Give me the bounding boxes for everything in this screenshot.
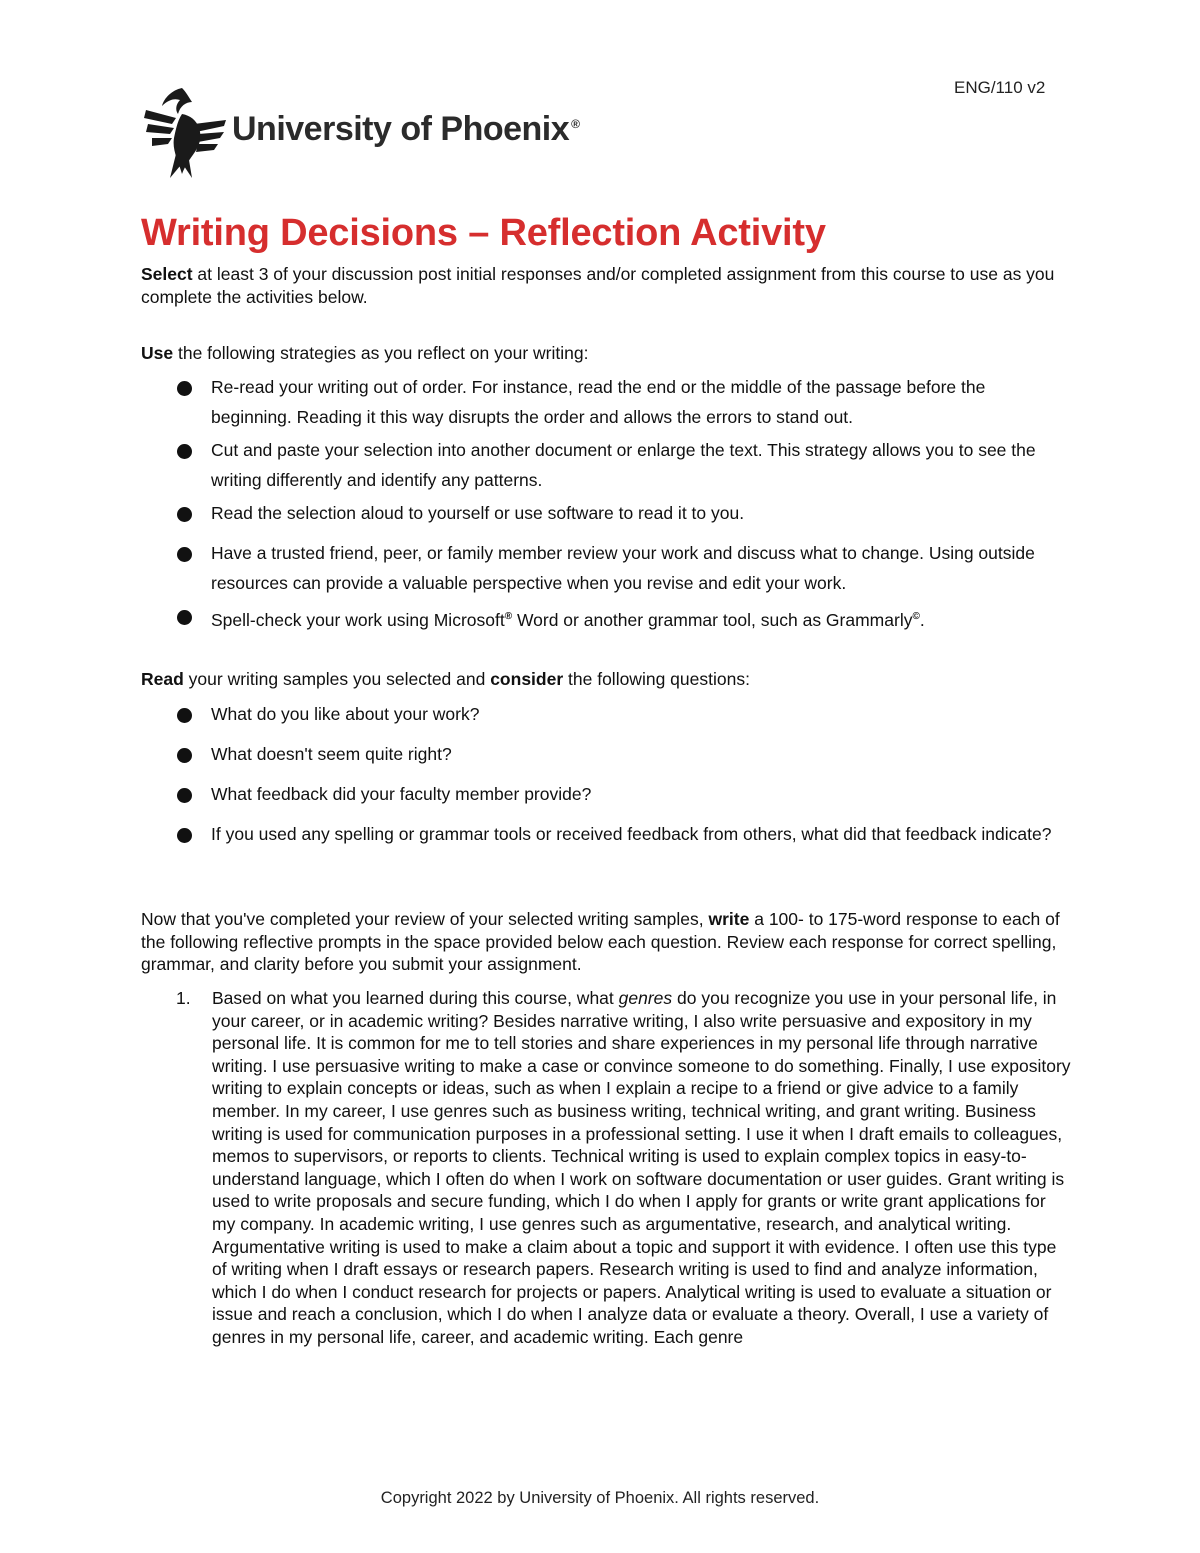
item-number: 1.	[176, 988, 191, 1008]
read-instruction: Read your writing samples you selected and consider the following questions:	[141, 669, 750, 689]
list-item: What feedback did your faculty member provide?	[174, 780, 1064, 820]
bullet-icon	[177, 507, 192, 522]
bullet-icon	[177, 748, 192, 763]
bullet-icon	[177, 788, 192, 803]
registered-mark: ®	[571, 116, 580, 131]
list-item: What doesn't seem quite right?	[174, 740, 1064, 780]
bullet-icon	[177, 547, 192, 562]
question-list	[174, 700, 1064, 880]
list-item: Read the selection aloud to yourself or use software to read it to you.	[174, 499, 1064, 539]
prompt-response-1	[176, 987, 1071, 1349]
bullet-icon	[177, 610, 192, 625]
use-instruction: Use the following strategies as you reflect on your writing:	[141, 343, 589, 363]
bullet-icon	[177, 828, 192, 843]
bullet-icon	[177, 708, 192, 723]
response-text: Based on what you learned during this course, what genres do you recognize you use in your personal life, in your career, or in academic writing? Besides narrative writing, I also write persuasive and expository in my personal life. It is common for me to tell stories and share experiences in my personal life through narrative writing. I use persuasive writing to make a case or convince someone to do something. Finally, I use expository writing to explain concepts or ideas, such as when I explain a recipe to a friend or give advice to a family member. In my career, I use genres such as business writing, technical writing, and grant writing. Business writing is used for communication purposes in a professional setting. I use it when I draft emails to colleagues, memos to supervisors, or reports to clients. Technical writing is used to explain complex topics in easy-to-understand language, which I often do when I work on software documentation or user guides. Grant writing is used to write proposals and secure funding, which I do when I apply for grants or write grant applications for my company. In academic writing, I use genres such as argumentative, research, and analytical writing. Argumentative writing is used to make a claim about a topic and support it with evidence. I often use this type of writing when I draft essays or research papers. Research writing is used to find and analyze information, which I do when I conduct research for projects or papers. Analytical writing is used to evaluate a situation or issue and reach a conclusion, which I do when I analyze data or evaluate a theory. Overall, I use a variety of genres in my personal life, career, and academic writing. Each genre	[212, 988, 1071, 1347]
course-code: ENG/110 v2	[954, 78, 1046, 97]
write-instruction: Now that you've completed your review of your selected writing samples, write a 100- to 175-word response to each of the following reflective prompts in the space provided below each question. Review each response for correct spelling, grammar, and clarity before you submit your assignment.	[141, 909, 1060, 975]
copyright-footer: Copyright 2022 by University of Phoenix. All rights reserved.	[380, 1489, 820, 1507]
phoenix-bird-icon	[142, 84, 228, 180]
copyright-mark: ©	[912, 611, 920, 622]
list-item: What do you like about your work?	[174, 700, 1064, 740]
bullet-icon	[177, 381, 192, 396]
list-item: Spell-check your work using Microsoft® Word or another grammar tool, such as Grammarly©.	[174, 602, 1064, 632]
university-logo	[142, 84, 580, 180]
page-title: Writing Decisions – Reflection Activity	[141, 212, 826, 254]
strategy-list	[174, 373, 1064, 632]
list-item: Have a trusted friend, peer, or family member review your work and discuss what to change. Using outside resources can provide a valuable perspective when you revise and edit your work.	[174, 539, 1064, 602]
bullet-icon	[177, 444, 192, 459]
select-instruction: Select at least 3 of your discussion post initial responses and/or completed assignment from this course to use as you complete the activities below.	[141, 264, 1055, 307]
list-item: Cut and paste your selection into another document or enlarge the text. This strategy allows you to see the writing differently and identify any patterns.	[174, 436, 1064, 499]
logo-wordmark: University of Phoenix ®	[232, 110, 580, 148]
list-item: Re-read your writing out of order. For instance, read the end or the middle of the passage before the beginning. Reading it this way disrupts the order and allows the errors to stand out.	[174, 373, 1064, 436]
list-item: If you used any spelling or grammar tools or received feedback from others, what did that feedback indicate?	[174, 820, 1064, 880]
registered-mark: ®	[504, 611, 513, 622]
